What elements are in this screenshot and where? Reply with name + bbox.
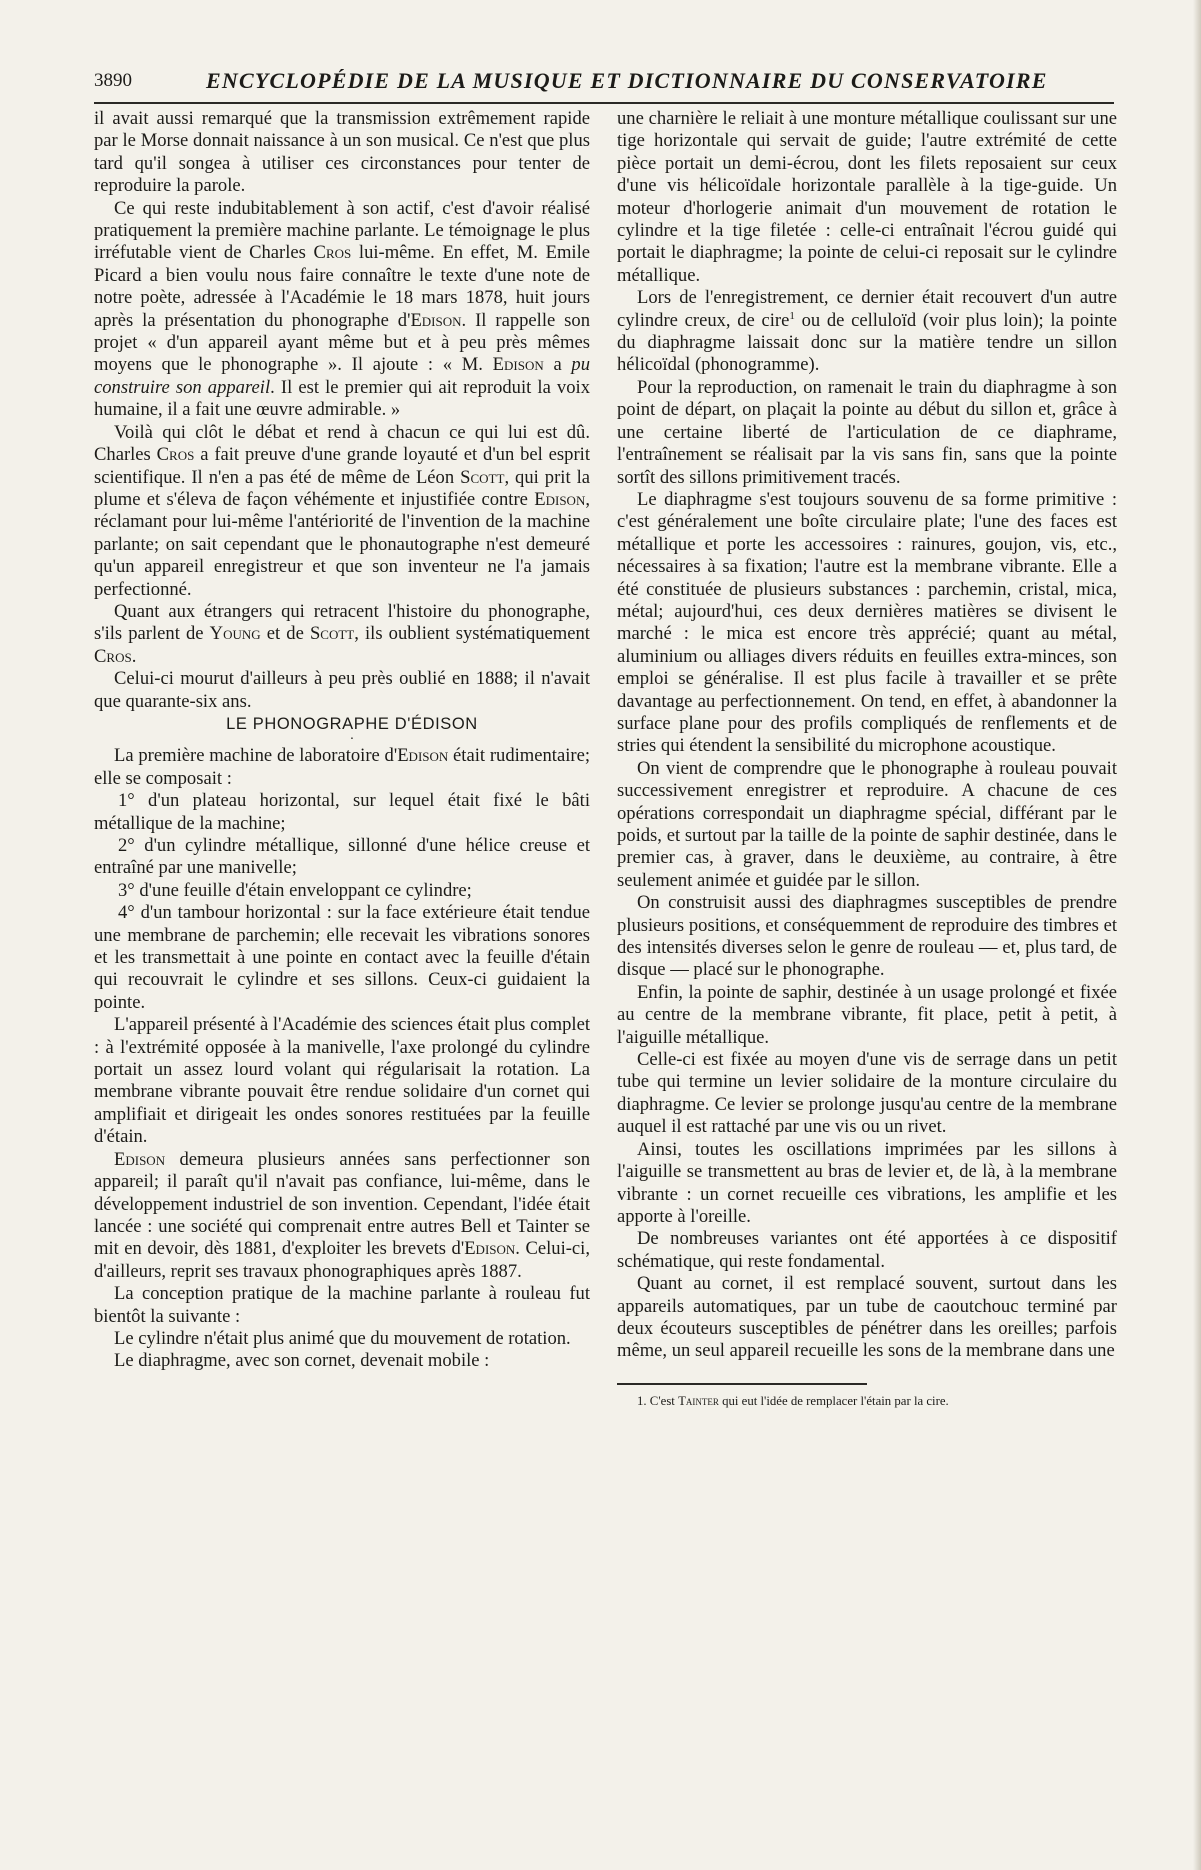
paragraph: Quant aux étrangers qui retracent l'histoire du phonographe, s'ils parlent de Young et de Scott, ils oublient systématiquement Cros.: [94, 600, 590, 667]
right-column: [617, 108, 1117, 1409]
paragraph: La conception pratique de la machine parlante à rouleau fut bientôt la suivante :: [94, 1283, 590, 1327]
person-name: Scott: [460, 466, 505, 488]
section-ornament: ·: [349, 732, 355, 748]
person-name: Edison: [534, 488, 586, 510]
person-name: Edison: [114, 1148, 166, 1170]
paragraph: Voilà qui clôt le débat et rend à chacun ce qui lui est dû. Charles Cros a fait preuve d'une grande loyauté et d'un bel esprit scientifique. Il n'en a pas été de même de Léon Scott, qui prit la plume et s'éleva de façon véhémente et injustifiée contre Edison, réclamant pour lui-même l'antériorité de l'invention de la machine parlante; on sait cependant que le phonautographe n'est demeuré qu'un appareil enregistreur et que son inventeur ne l'a jamais perfectionné.: [94, 421, 591, 600]
person-name: Cros: [94, 645, 132, 667]
paragraph: Enfin, la pointe de saphir, destinée à un usage prolongé et fixée au centre de la membrane vibrante, fit place, petit à petit, à l'aiguille métallique.: [617, 981, 1117, 1048]
paragraph: Ce qui reste indubitablement à son actif, c'est d'avoir réalisé pratiquement la première machine parlante. Le témoignage le plus irréfutable vient de Charles Cros lui-même. En effet, M. Emile Picard a bien voulu nous faire connaître le texte d'une note de notre poète, adressée à l'Académie le 18 mars 1878, huit jours après la présentation du phonographe d'Edison. Il rappelle son projet « d'un appareil ayant même but et à peu près mêmes moyens que le phonographe ». Il ajoute : « M. Edison a pu construire son appareil. Il est le premier qui ait reproduit la voix humaine, il a fait une œuvre admirable. »: [94, 197, 590, 421]
person-name: Edison: [464, 1238, 516, 1260]
list-item: 2° d'un cylindre métallique, sillonné d'une hélice creuse et entraîné par une manivelle;: [94, 835, 590, 879]
person-name: Scott: [309, 623, 355, 645]
paragraph: Le diaphragme s'est toujours souvenu de sa forme primitive : c'est généralement une boîte circulaire plate; l'une des faces est métallique et porte les accessoires : rainures, goujon, vis, etc., nécessaires à sa fixation; l'autre est la membrane vibrante. Elle a été constituée de plusieurs substances : parchemin, cristal, mica, métal; aujourd'hui, ces deux dernières matières se divisent le marché : le mica est encore très apprécié; quant au métal, aluminium ou alliages divers réduits en feuilles extra-minces, son emploi se généralise. Il est plus facile à travailler et se prête davantage au perfectionnement. On tend, en effet, à abandonner la surface plane pour des profils compliqués de renflements et de stries qui étendent la sensibilité du microphone acoustique.: [617, 488, 1117, 757]
list-item: 1° d'un plateau horizontal, sur lequel était fixé le bâti métallique de la machine;: [94, 790, 590, 834]
list-item: 3° d'une feuille d'étain enveloppant ce cylindre;: [118, 879, 472, 901]
person-name: Edison: [397, 745, 449, 767]
paragraph: une charnière le reliait à une monture métallique coulissant sur une tige horizontale qui servait de guide; l'autre extrémité de cette pièce portait un demi-écrou, dont les filets reposaient sur ceux d'une vis hélicoïdale horizontale parallèle à la tige-guide. Un moteur d'horlogerie animait d'un mouvement de rotation le cylindre et la tige filetée : celle-ci entraînait l'écrou guidé qui portait le diaphragme; la pointe de celui-ci reposait sur le cylindre métallique.: [617, 108, 1117, 286]
paragraph: L'appareil présenté à l'Académie des sciences était plus complet : à l'extrémité opposée à la manivelle, l'axe prolongé du cylindre portait un assez lourd volant qui régularisait la rotation. La membrane vibrante pouvait être rendue solidaire d'un cornet qui amplifiait et dirigeait les ondes sonores restituées par la feuille d'étain.: [94, 1014, 590, 1148]
page-edge-shadow: [1193, 0, 1201, 1870]
list-item: 4° d'un tambour horizontal : sur la face extérieure était tendue une membrane de parchemin; elle recevait les vibrations sonores et les transmettait à une pointe en contact avec la feuille d'étain qui recouvrait le cylindre et ses sillons. Ceux-ci guidaient la pointe.: [94, 902, 590, 1013]
person-name: Edison: [410, 309, 462, 331]
emphasis: pu construire son appareil: [94, 354, 590, 398]
paragraph: On vient de comprendre que le phonographe à rouleau pouvait successivement enregistrer et reproduire. A chacune de ces opérations correspondait un diaphragme spécial, différant par le poids, et surtout par la taille de la pointe de saphir destinée, dans le premier cas, à graver, dans le deuxième, au contraire, à être seulement animée et guidée par le sillon.: [617, 757, 1117, 891]
person-name: Young: [209, 623, 261, 645]
paragraph: Quant au cornet, il est remplacé souvent, surtout dans les appareils automatiques, par un tube de caoutchouc terminé par deux écouteurs susceptibles de pénétrer dans les oreilles; parfois même, un seul appareil recueille les sons de la membrane dans une: [617, 1273, 1117, 1362]
paragraph: Ainsi, toutes les oscillations imprimées par les sillons à l'aiguille se transmettent au bras de levier et, de là, à la membrane vibrante : un cornet recueille ces vibrations, les amplifie et les apporte à l'oreille.: [617, 1138, 1117, 1227]
page-header: [94, 62, 1114, 104]
person-name: Cros: [156, 444, 195, 466]
person-name: Cros: [313, 242, 352, 264]
paragraph: il avait aussi remarqué que la transmission extrêmement rapide par le Morse donnait naissance à un son musical. Ce n'est que plus tard qu'il songea à utiliser ces circonstances pour tenter de reproduire la parole.: [94, 108, 590, 197]
paragraph: Pour la reproduction, on ramenait le train du diaphragme à son point de départ, on plaçait la pointe au début du sillon et, grâce à une certaine liberté de l'articulation de ce diaphrame, l'entraînement se réalisait par la vis sans fin, sans que la pointe sortît des sillons primitivement tracés.: [617, 376, 1117, 488]
paragraph: Le cylindre n'était plus animé que du mouvement de rotation.: [114, 1327, 571, 1349]
running-title: ENCYCLOPÉDIE DE LA MUSIQUE ET DICTIONNAIRE DU CONSERVATOIRE: [206, 68, 1048, 93]
paragraph: Le diaphragme, avec son cornet, devenait mobile :: [114, 1350, 490, 1372]
paragraph: De nombreuses variantes ont été apportées à ce dispositif schématique, qui reste fondamental.: [617, 1228, 1117, 1272]
paragraph: On construisit aussi des diaphragmes susceptibles de prendre plusieurs positions, et conséquemment de reproduire des timbres et des intensités diverses selon le genre de rouleau — et, plus tard, de disque — placé sur le phonographe.: [617, 892, 1117, 981]
page-number: 3890: [94, 70, 132, 91]
paragraph: Lors de l'enregistrement, ce dernier était recouvert d'un autre cylindre creux, de cire$^1$ ou de celluloïd (voir plus loin); la pointe du diaphragme laissait donc sur la matière tendre un sillon hélicoïdal (phonogramme).: [617, 287, 1117, 376]
person-name: Tainter: [678, 1393, 719, 1408]
paragraph: La première machine de laboratoire d'Edison était rudimentaire; elle se composait :: [94, 745, 590, 789]
footnote-divider: [617, 1383, 867, 1385]
paragraph: Celui-ci mourut d'ailleurs à peu près oublié en 1888; il n'avait que quarante-six ans.: [94, 668, 590, 712]
left-column: [94, 108, 590, 1373]
section-title: LE PHONOGRAPHE D'ÉDISON: [226, 714, 478, 733]
paragraph: Celle-ci est fixée au moyen d'une vis de serrage dans un petit tube qui termine un levier solidaire de la monture circulaire du diaphragme. Ce levier se prolonge jusqu'au centre de la membrane auquel il est rattaché par une vis ou un rivet.: [617, 1049, 1117, 1138]
footnote: 1. C'est Tainter qui eut l'idée de remplacer l'étain par la cire.: [637, 1393, 949, 1408]
paragraph: Edison demeura plusieurs années sans perfectionner son appareil; il paraît qu'il n'avait pas confiance, lui-même, dans le développement industriel de son invention. Cependant, l'idée était lancée : une société qui comprenait entre autres Bell et Tainter se mit en devoir, dès 1881, d'exploiter les brevets d'Edison. Celui-ci, d'ailleurs, reprit ses travaux phonographiques après 1887.: [94, 1148, 590, 1282]
person-name: Edison: [492, 354, 544, 376]
footnote-reference: 1: [789, 309, 795, 322]
